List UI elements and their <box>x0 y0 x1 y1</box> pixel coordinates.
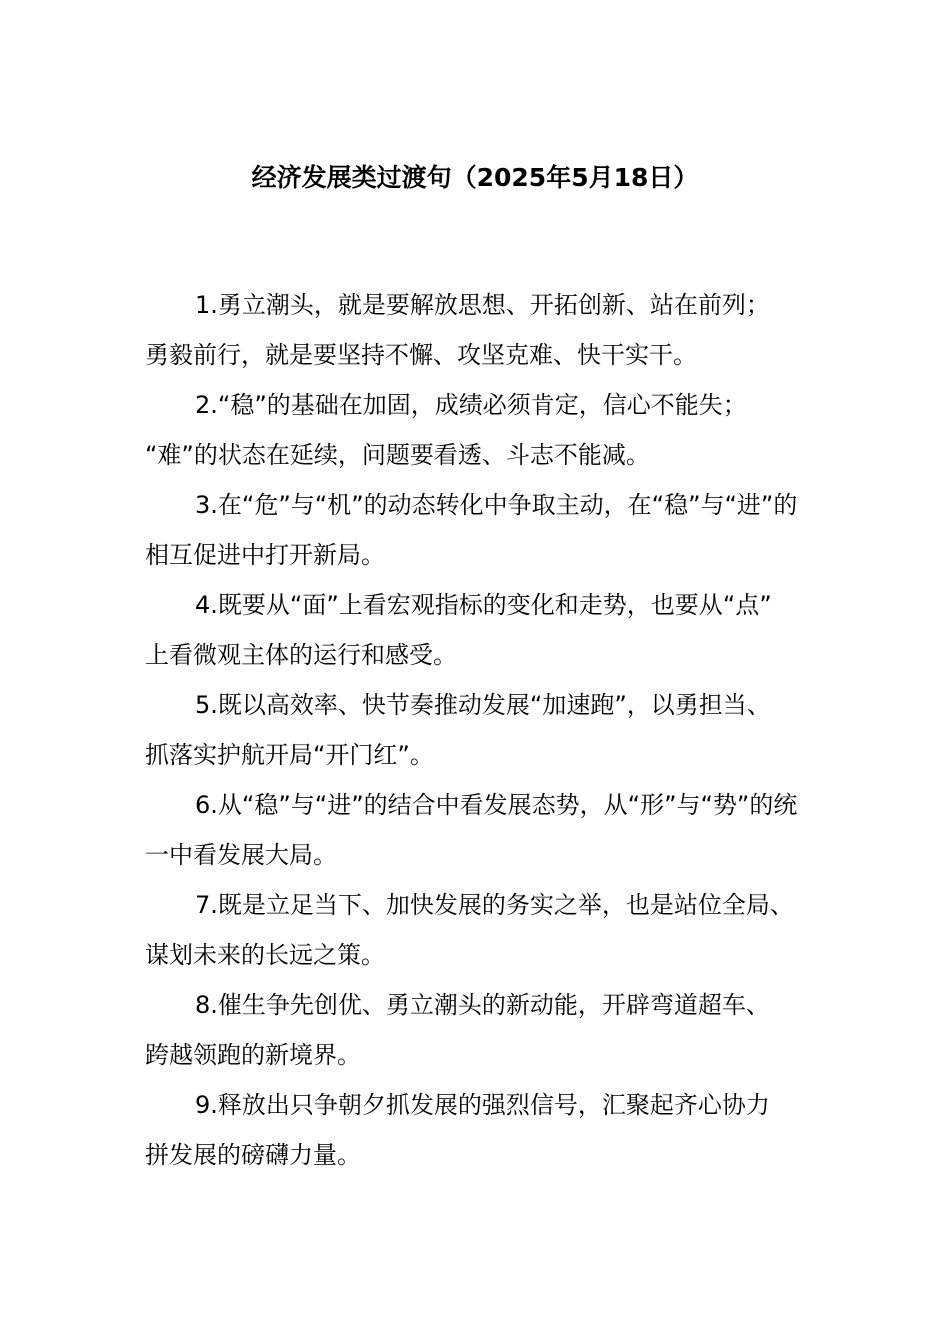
paragraph-line: 上看微观主体的运行和感受。 <box>145 641 457 669</box>
paragraph-line: 相互促进中打开新局。 <box>145 541 385 569</box>
paragraph-6 <box>145 780 825 880</box>
paragraph-line: 5.既以高效率、快节奏推动发展“加速跑”，以勇担当、 <box>195 691 771 719</box>
paragraph-9 <box>145 1080 825 1180</box>
paragraph-line: 6.从“稳”与“进”的结合中看发展态势，从“形”与“势”的统 <box>195 791 798 819</box>
paragraph-line: 抓落实护航开局“开门红”。 <box>145 741 434 769</box>
document-title: 经济发展类过渡句（2025年5月18日） <box>251 163 699 192</box>
paragraph-line: 拼发展的磅礴力量。 <box>145 1141 361 1169</box>
paragraph-line: 谋划未来的长远之策。 <box>145 941 385 969</box>
paragraph-line: 3.在“危”与“机”的动态转化中争取主动，在“稳”与“进”的 <box>195 491 798 519</box>
paragraph-7 <box>145 880 825 980</box>
paragraph-2 <box>145 380 825 480</box>
paragraph-8 <box>145 980 825 1080</box>
paragraph-line: 1.勇立潮头，就是要解放思想、开拓创新、站在前列； <box>195 291 770 319</box>
paragraph-line: “难”的状态在延续，问题要看透、斗志不能减。 <box>145 441 650 469</box>
paragraph-1 <box>145 280 825 380</box>
paragraph-line: 4.既要从“面”上看宏观指标的变化和走势，也要从“点” <box>195 591 772 619</box>
paragraph-5 <box>145 680 825 780</box>
paragraph-4 <box>145 580 825 680</box>
paragraph-line: 2.“稳”的基础在加固，成绩必须肯定，信心不能失； <box>195 391 747 419</box>
paragraph-line: 8.催生争先创优、勇立潮头的新动能，开辟弯道超车、 <box>195 991 770 1019</box>
paragraph-line: 一中看发展大局。 <box>145 841 337 869</box>
document-body <box>145 280 825 1180</box>
paragraph-3 <box>145 480 825 580</box>
paragraph-line: 9.释放出只争朝夕抓发展的强烈信号，汇聚起齐心协力 <box>195 1091 770 1119</box>
paragraph-line: 跨越领跑的新境界。 <box>145 1041 361 1069</box>
paragraph-line: 勇毅前行，就是要坚持不懈、攻坚克难、快干实干。 <box>145 341 697 369</box>
paragraph-line: 7.既是立足当下、加快发展的务实之举，也是站位全局、 <box>195 891 794 919</box>
